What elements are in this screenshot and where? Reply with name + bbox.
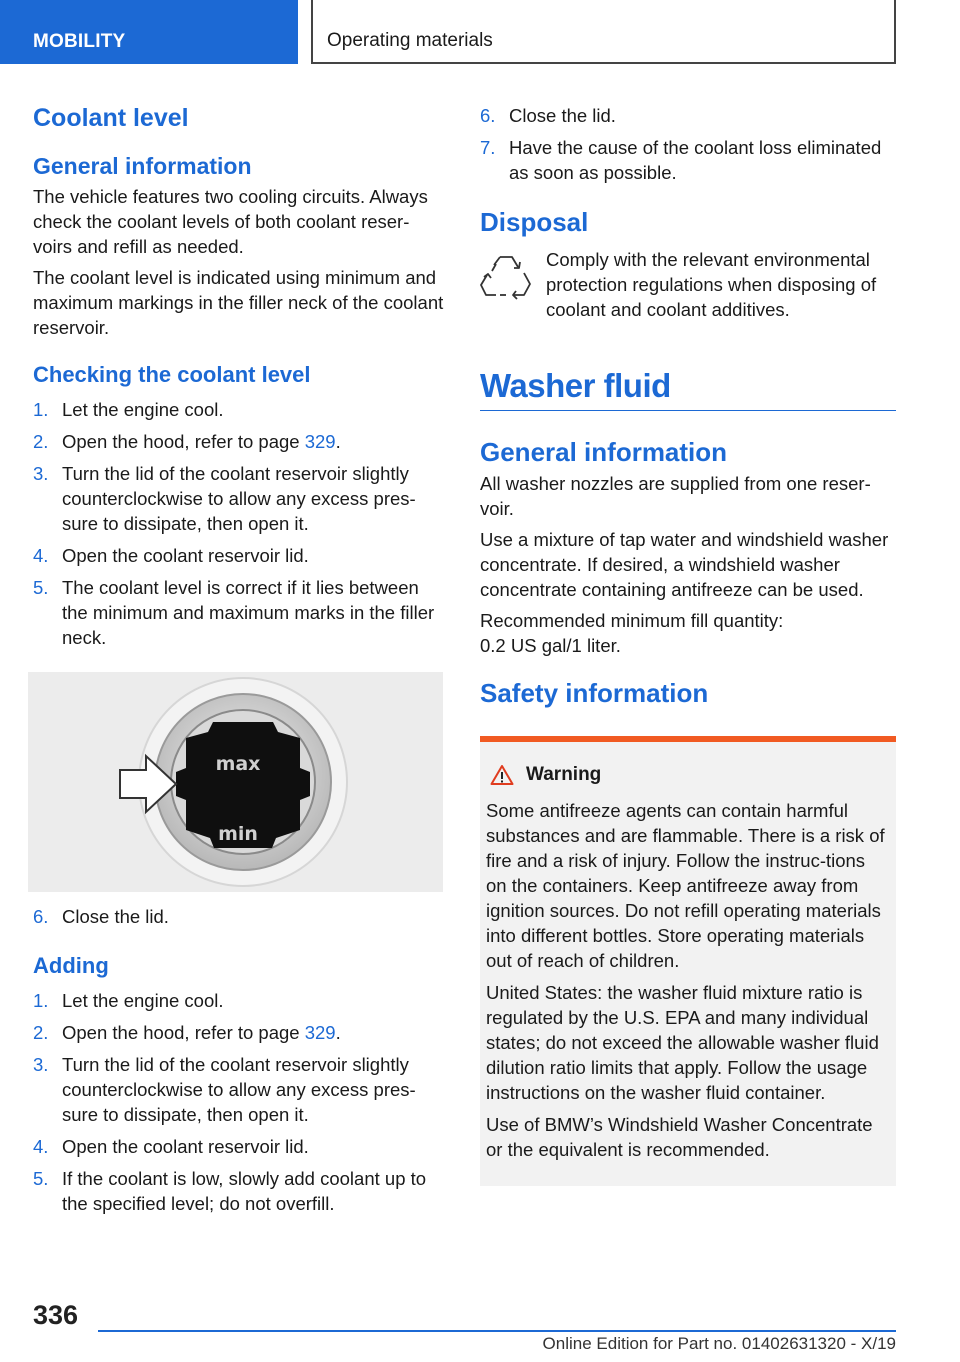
adding-steps <box>33 988 445 1216</box>
washer-para-2: Use a mixture of tap water and windshield washer concentrate. If desired, a windshield washer concentrate containing antifreeze can be used. <box>480 529 889 600</box>
general-info-para-2: The coolant level is indicated using minimum and maximum markings in the filler neck of the coolant reservoir. <box>33 267 444 338</box>
footer-rule <box>98 1330 896 1332</box>
list-item: 2. Open the hood, refer to page 329. <box>33 1022 341 1043</box>
list-item: 3. Turn the lid of the coolant reservoir slightly counterclockwise to allow any excess pres‐sure to dissipate, then open it. <box>33 463 416 534</box>
warning-box <box>480 736 896 1186</box>
list-item: 1. Let the engine cool. <box>33 399 224 420</box>
adding-heading: Adding <box>33 953 109 978</box>
disposal-block <box>480 247 896 322</box>
warning-para-3: Use of BMW’s Windshield Washer Concentrate or the equivalent is recommended. <box>486 1114 873 1160</box>
list-item: 4. Open the coolant reservoir lid. <box>33 1136 309 1157</box>
page-number: 336 <box>33 1300 79 1330</box>
general-info-heading: General information <box>33 153 252 179</box>
checking-heading: Checking the coolant level <box>33 362 311 387</box>
list-item: 1. Let the engine cool. <box>33 990 224 1011</box>
disposal-heading: Disposal <box>480 207 589 237</box>
max-label: max <box>215 753 261 775</box>
washer-para-3: Recommended minimum fill quantity: 0.2 US gal/1 liter. <box>480 610 784 656</box>
min-label: min <box>218 823 258 845</box>
warning-title: Warning <box>490 764 890 786</box>
coolant-reservoir-figure <box>28 672 443 892</box>
list-item: 6. Close the lid. <box>480 105 616 126</box>
page-link[interactable]: 329 <box>304 431 336 452</box>
list-item: 7. Have the cause of the coolant loss eliminated as soon as possible. <box>480 137 882 183</box>
footer-edition: Online Edition for Part no. 01402631320 - X/19 <box>542 1334 896 1353</box>
left-column <box>33 100 445 1216</box>
warning-para-2: United States: the washer fluid mixture ratio is regulated by the U.S. EPA and many individual states; do not exceed the allowable washer fluid dilution ratio limits that apply. Follow the usage instructions on the washer fluid container. <box>486 982 879 1103</box>
header-tab: MOBILITY <box>0 0 298 64</box>
list-item: 5. The coolant level is correct if it lies between the minimum and maximum marks in the filler neck. <box>33 577 435 648</box>
coolant-level-title: Coolant level <box>33 104 189 132</box>
right-column <box>480 100 896 1186</box>
adding-steps-cont <box>480 103 896 185</box>
safety-heading: Safety information <box>480 678 709 708</box>
list-item: 5. If the coolant is low, slowly add coolant up to the specified level; do not overfill. <box>33 1168 427 1214</box>
page-link[interactable]: 329 <box>304 1022 336 1043</box>
recycle-icon <box>480 247 546 322</box>
checking-steps-cont <box>33 904 445 929</box>
list-item: 3. Turn the lid of the coolant reservoir slightly counterclockwise to allow any excess pres‐sure to dissipate, then open it. <box>33 1054 416 1125</box>
list-item: 4. Open the coolant reservoir lid. <box>33 545 309 566</box>
list-item: 6. Close the lid. <box>33 906 169 927</box>
checking-steps <box>33 397 445 650</box>
general-info-para-1: The vehicle features two cooling circuits. Always check the coolant levels of both coolant reser‐voirs and refill as needed. <box>33 186 428 257</box>
header-section-title: Operating materials <box>311 0 896 64</box>
washer-fluid-title: Washer fluid <box>480 364 896 411</box>
list-item: 2. Open the hood, refer to page 329. <box>33 431 341 452</box>
warning-icon <box>490 764 514 786</box>
washer-para-1: All washer nozzles are supplied from one reser‐voir. <box>480 473 871 519</box>
washer-general-heading: General information <box>480 437 728 467</box>
disposal-text: Comply with the relevant environmental protection regulations when disposing of coolant and coolant additives. <box>546 249 877 320</box>
warning-para-1: Some antifreeze agents can contain harmful substances and are flammable. There is a risk of fire and a risk of injury. Follow the instruc‐tions on the containers. Keep antifreeze away from ignition sources. Do not refill operating materials into different bottles. Store operating materials out of reach of children. <box>486 800 885 971</box>
